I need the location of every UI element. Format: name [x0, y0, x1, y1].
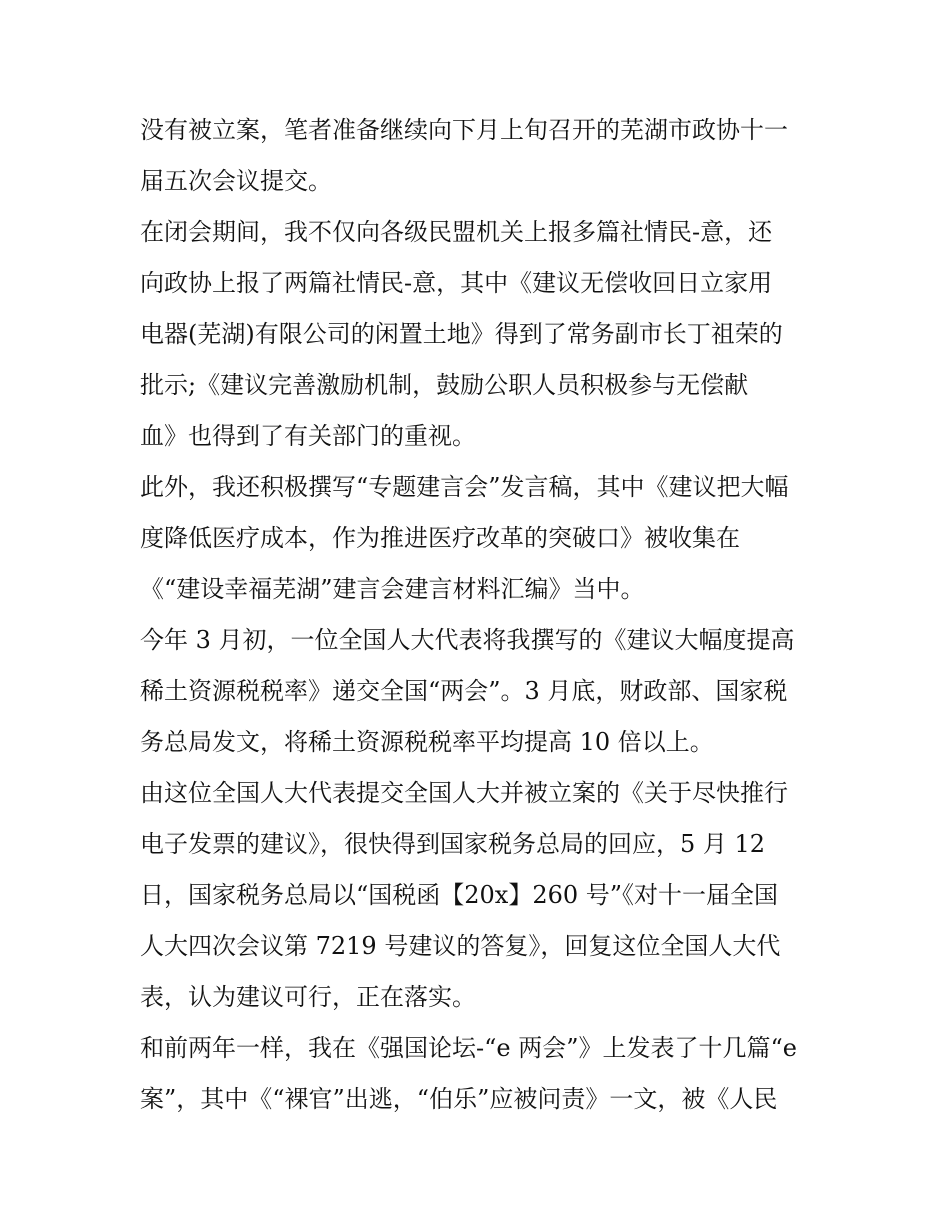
- text-line: 人大四次会议第 7219 号建议的答复》，回复这位全国人大代: [140, 932, 781, 960]
- text-line: 稀土资源税税率》递交全国“两会”。3 月底，财政部、国家税: [140, 677, 788, 705]
- text-line: 批示;《建议完善激励机制，鼓励公职人员积极参与无偿献: [140, 371, 749, 399]
- text-line: 电器(芜湖)有限公司的闲置土地》得到了常务副市长丁祖荣的: [140, 320, 783, 348]
- text-line: 电子发票的建议》，很快得到国家税务总局的回应，5 月 12: [140, 830, 766, 858]
- text-line: 案”，其中《“裸官”出逃，“伯乐”应被问责》一文，被《人民: [140, 1085, 778, 1113]
- text-line: 今年 3 月初，一位全国人大代表将我撰写的《建议大幅度提高: [140, 626, 795, 654]
- body-text: [140, 105, 820, 1125]
- text-line: 向政协上报了两篇社情民-意，其中《建议无偿收回日立家用: [140, 269, 773, 297]
- text-line: 没有被立案，笔者准备继续向下月上旬召开的芜湖市政协十一: [140, 116, 788, 144]
- text-line: 度降低医疗成本，作为推进医疗改革的突破口》被收集在: [140, 524, 740, 552]
- text-line: 血》也得到了有关部门的重视。: [140, 422, 476, 450]
- text-line: 表，认为建议可行，正在落实。: [140, 983, 476, 1011]
- text-line: 和前两年一样，我在《强国论坛-“e 两会”》上发表了十几篇“e: [140, 1034, 797, 1062]
- text-line: 在闭会期间，我不仅向各级民盟机关上报多篇社情民-意，还: [140, 218, 773, 246]
- text-line: 《“建设幸福芜湖”建言会建言材料汇编》当中。: [140, 575, 645, 603]
- text-line: 日，国家税务总局以“国税函【20x】260 号”《对十一届全国: [140, 881, 779, 909]
- text-line: 此外，我还积极撰写“专题建言会”发言稿，其中《建议把大幅: [140, 473, 789, 501]
- text-line: 由这位全国人大代表提交全国人大并被立案的《关于尽快推行: [140, 779, 788, 807]
- text-line: 届五次会议提交。: [140, 167, 332, 195]
- text-line: 务总局发文，将稀土资源税税率平均提高 10 倍以上。: [140, 728, 714, 756]
